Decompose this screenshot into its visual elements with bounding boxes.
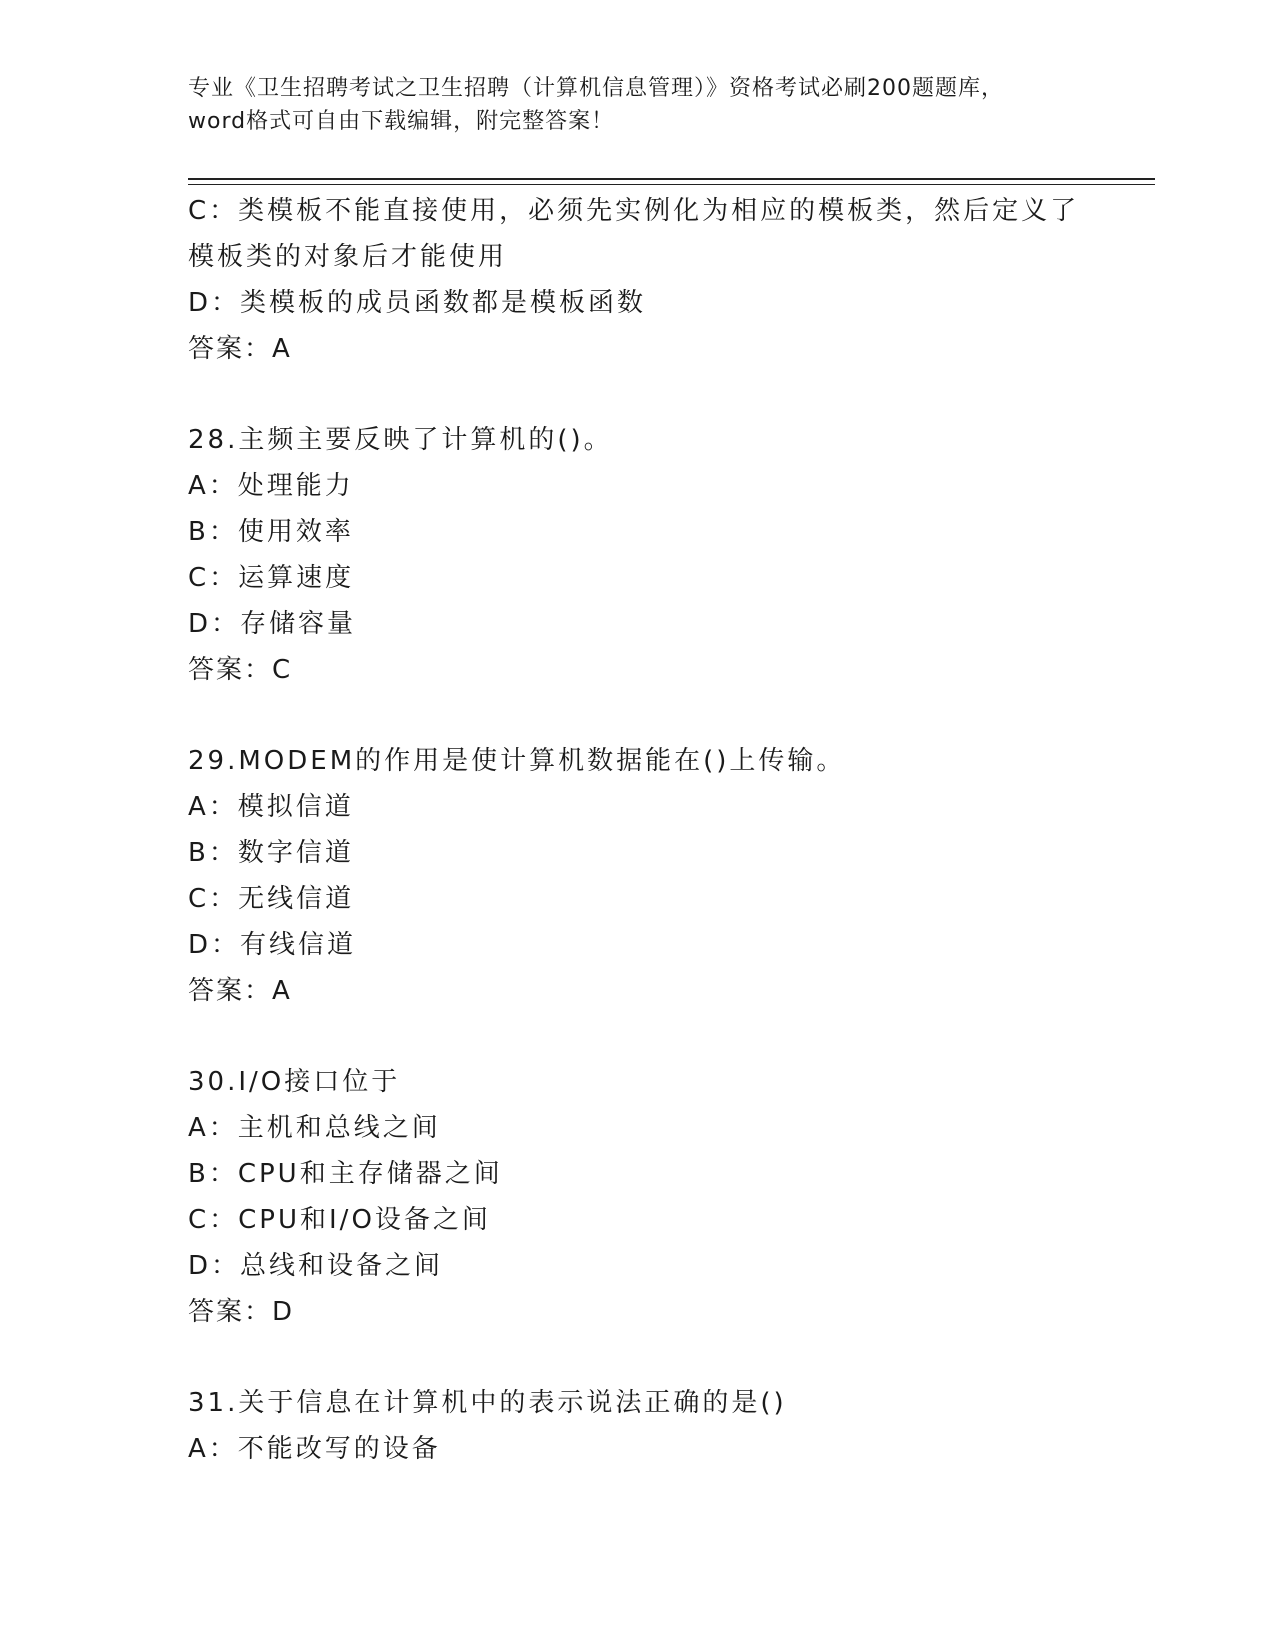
answer: 答案：A xyxy=(188,334,292,364)
header-rule-thick xyxy=(188,178,1155,180)
option-a: A：不能改写的设备 xyxy=(188,1434,441,1464)
option-d: D：存储容量 xyxy=(188,609,357,639)
question-stem: 31.关于信息在计算机中的表示说法正确的是() xyxy=(188,1388,787,1418)
option-a: A：主机和总线之间 xyxy=(188,1113,441,1143)
answer: 答案：D xyxy=(188,1297,295,1327)
option-c: C：类模板不能直接使用，必须先实例化为相应的模板类，然后定义了 xyxy=(188,196,1080,226)
option-d: D：总线和设备之间 xyxy=(188,1251,444,1281)
question-stem: 30.I/O接口位于 xyxy=(188,1067,401,1097)
answer: 答案：A xyxy=(188,976,292,1006)
option-c: C：无线信道 xyxy=(188,884,355,914)
answer: 答案：C xyxy=(188,655,293,685)
option-d: D：有线信道 xyxy=(188,930,357,960)
option-a: A：模拟信道 xyxy=(188,792,354,822)
option-a: A：处理能力 xyxy=(188,471,354,501)
question-28 xyxy=(188,417,1088,693)
document-header xyxy=(188,72,1088,138)
header-rule-thin xyxy=(188,184,1155,185)
option-b: B：数字信道 xyxy=(188,838,354,868)
option-c: C：CPU和I/O设备之间 xyxy=(188,1205,491,1235)
option-c-continued: 模板类的对象后才能使用 xyxy=(188,242,508,272)
option-b: B：使用效率 xyxy=(188,517,354,547)
question-30 xyxy=(188,1059,1088,1335)
question-31 xyxy=(188,1380,1088,1472)
question-27-continued xyxy=(188,188,1088,372)
header-line-2: word格式可自由下载编辑，附完整答案！ xyxy=(188,109,615,134)
question-stem: 29.MODEM的作用是使计算机数据能在()上传输。 xyxy=(188,746,846,776)
header-line-1: 专业《卫生招聘考试之卫生招聘（计算机信息管理）》资格考试必刷200题题库， xyxy=(188,76,1004,101)
option-b: B：CPU和主存储器之间 xyxy=(188,1159,503,1189)
question-list xyxy=(188,188,1088,1472)
option-c: C：运算速度 xyxy=(188,563,355,593)
question-stem: 28.主频主要反映了计算机的()。 xyxy=(188,425,613,455)
question-29 xyxy=(188,738,1088,1014)
option-d: D：类模板的成员函数都是模板函数 xyxy=(188,288,647,318)
